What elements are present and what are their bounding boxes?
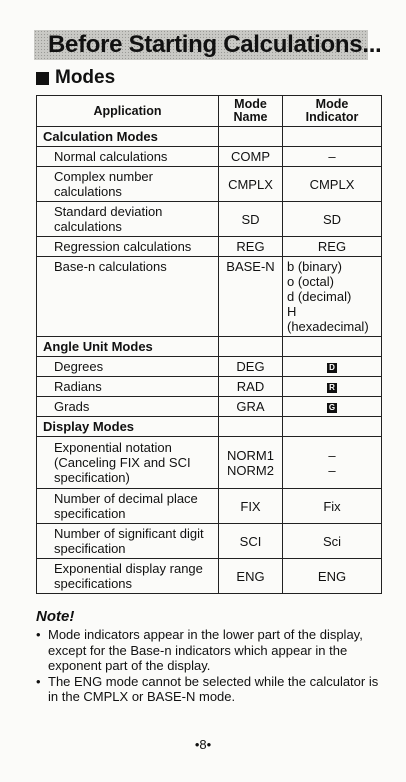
header-application: Application	[37, 96, 219, 127]
application-cell: Exponential display range specifications	[37, 559, 219, 594]
mode-name-line: NORM1	[227, 447, 274, 463]
mode-name-cell: ENG	[219, 559, 283, 594]
gra-indicator-icon: G	[328, 402, 336, 412]
mode-name-cell: SD	[219, 202, 283, 237]
group-row	[37, 127, 382, 147]
group-label: Display Modes	[37, 417, 219, 437]
table-row	[37, 357, 382, 377]
note-list	[36, 627, 388, 705]
mode-indicator-cell	[283, 257, 382, 337]
mode-indicator-cell: ENG	[283, 559, 382, 594]
indicator-line: –	[328, 447, 336, 463]
indicator-line: –	[328, 462, 336, 478]
table-row	[37, 489, 382, 524]
note-item: • The ENG mode cannot be selected while the calculator is in the CMPLX or BASE-N mode.	[36, 674, 388, 705]
mode-indicator-cell: –	[283, 147, 382, 167]
section-heading	[36, 67, 115, 89]
mode-name-cell: DEG	[219, 357, 283, 377]
application-cell: Exponential notation (Canceling FIX and SCI specification)	[37, 437, 219, 489]
application-cell: Complex number calculations	[37, 167, 219, 202]
page-number: •8•	[194, 737, 212, 752]
mode-indicator-cell	[283, 437, 382, 489]
header-mode-name: Mode Name	[219, 96, 283, 127]
mode-name-cell: FIX	[219, 489, 283, 524]
mode-indicator-cell	[283, 377, 382, 397]
mode-indicator-cell: Sci	[283, 524, 382, 559]
mode-name-cell: BASE-N	[219, 257, 283, 337]
table-row	[37, 202, 382, 237]
application-cell: Regression calculations	[37, 237, 219, 257]
mode-indicator-cell: SD	[283, 202, 382, 237]
table-row	[37, 397, 382, 417]
group-label: Angle Unit Modes	[37, 337, 219, 357]
mode-name-cell: SCI	[219, 524, 283, 559]
table-row	[37, 257, 382, 337]
application-cell: Degrees	[37, 357, 219, 377]
table-row	[37, 377, 382, 397]
mode-indicator-cell	[283, 397, 382, 417]
note-item: • Mode indicators appear in the lower part of the display, except for the Base-n indicators which appear in the exponent part of the display.	[36, 627, 388, 674]
mode-name-cell: REG	[219, 237, 283, 257]
header-mode-indicator: Mode Indicator	[283, 96, 382, 127]
table-row	[37, 237, 382, 257]
application-cell: Number of significant digit specification	[37, 524, 219, 559]
mode-indicator-cell: CMPLX	[283, 167, 382, 202]
application-cell: Number of decimal place specification	[37, 489, 219, 524]
mode-indicator-cell: REG	[283, 237, 382, 257]
deg-indicator-icon: D	[327, 363, 337, 373]
group-label: Calculation Modes	[37, 127, 219, 147]
table-row	[37, 167, 382, 202]
application-cell: Radians	[37, 377, 219, 397]
note-title: Note!	[36, 608, 75, 625]
mode-name-cell: CMPLX	[219, 167, 283, 202]
application-cell: Standard deviation calculations	[37, 202, 219, 237]
table-row	[37, 559, 382, 594]
application-cell: Normal calculations	[37, 147, 219, 167]
table-row	[37, 437, 382, 489]
mode-name-cell: RAD	[219, 377, 283, 397]
mode-name-line: NORM2	[227, 462, 274, 478]
mode-name-cell: COMP	[219, 147, 283, 167]
group-row	[37, 417, 382, 437]
page-title: Before Starting Calculations...	[48, 31, 382, 58]
indicator-line: b (binary)	[287, 259, 342, 274]
table-row	[37, 524, 382, 559]
square-bullet-icon	[36, 72, 49, 85]
application-cell: Base-n calculations	[37, 257, 219, 337]
application-cell: Grads	[37, 397, 219, 417]
indicator-line: d (decimal)	[287, 289, 352, 304]
mode-name-cell: GRA	[219, 397, 283, 417]
modes-table	[36, 95, 382, 594]
section-title: Modes	[55, 67, 116, 88]
mode-indicator-cell: Fix	[283, 489, 382, 524]
mode-name-cell	[219, 437, 283, 489]
group-row	[37, 337, 382, 357]
rad-indicator-icon: R	[327, 383, 337, 393]
indicator-line: H (hexadecimal)	[287, 304, 369, 334]
table-row	[37, 147, 382, 167]
indicator-line: o (octal)	[287, 274, 334, 289]
mode-indicator-cell	[283, 357, 382, 377]
